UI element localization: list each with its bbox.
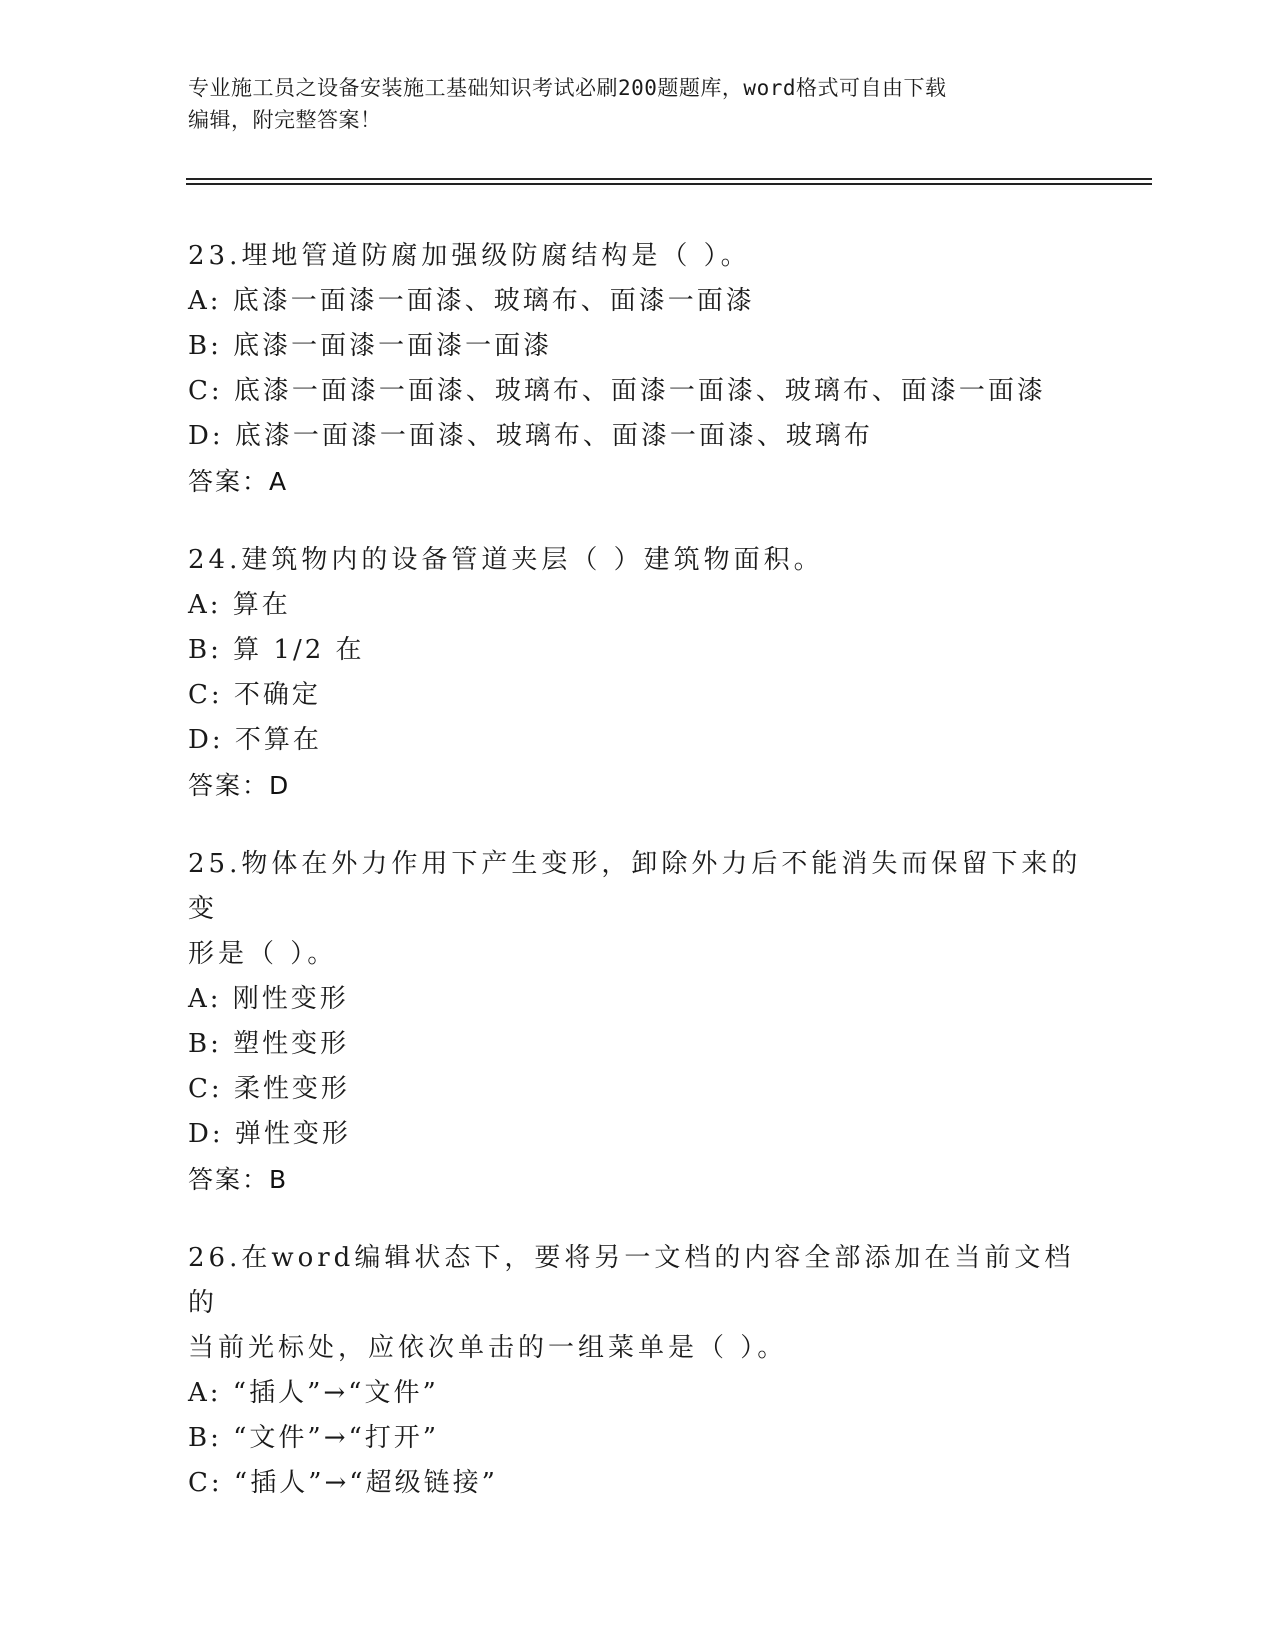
answer: 答案：D [188,771,291,800]
header-line-2: 编辑，附完整答案！ [188,108,382,132]
option-d: D: 底漆一面漆一面漆、玻璃布、面漆一面漆、玻璃布 [188,421,873,451]
question-25 [188,842,1088,1202]
option-a: A: “插人”→“文件” [188,1378,439,1408]
option-b: B: “文件”→“打开” [188,1423,440,1453]
option-b: B: 算 1/2 在 [188,635,365,665]
question-23 [188,234,1088,504]
option-c: C: 柔性变形 [188,1074,350,1104]
question-text-line-2: 当前光标处，应依次单击的一组菜单是（ ）。 [188,1333,788,1363]
answer: 答案：B [188,1165,289,1194]
answer: 答案：A [188,467,289,496]
option-a: A: 底漆一面漆一面漆、玻璃布、面漆一面漆 [188,286,755,316]
option-a: A: 刚性变形 [188,984,349,1014]
header-line-1: 专业施工员之设备安装施工基础知识考试必刷200题题库，word格式可自由下载 [188,76,947,100]
option-d: D: 不算在 [188,725,322,755]
question-26 [188,1236,1088,1506]
question-text-line-2: 形是（ ）。 [188,939,338,969]
header-rule-top [186,178,1152,180]
question-text: 23.埋地管道防腐加强级防腐结构是（ ）。 [188,241,751,271]
header-rule-bottom [186,183,1152,185]
option-a: A: 算在 [188,590,291,620]
option-c: C: 不确定 [188,680,321,710]
question-text: 24.建筑物内的设备管道夹层（ ）建筑物面积。 [188,545,824,575]
question-24 [188,538,1088,808]
question-text-line-1: 26.在word编辑状态下，要将另一文档的内容全部添加在当前文档的 [188,1243,1075,1318]
document-header [188,72,1088,136]
option-c: C: “插人”→“超级链接” [188,1468,498,1498]
option-b: B: 塑性变形 [188,1029,350,1059]
question-list [188,234,1088,1540]
option-d: D: 弹性变形 [188,1119,351,1149]
question-text-line-1: 25.物体在外力作用下产生变形，卸除外力后不能消失而保留下来的变 [188,849,1082,924]
option-b: B: 底漆一面漆一面漆一面漆 [188,331,553,361]
option-c: C: 底漆一面漆一面漆、玻璃布、面漆一面漆、玻璃布、面漆一面漆 [188,376,1046,406]
